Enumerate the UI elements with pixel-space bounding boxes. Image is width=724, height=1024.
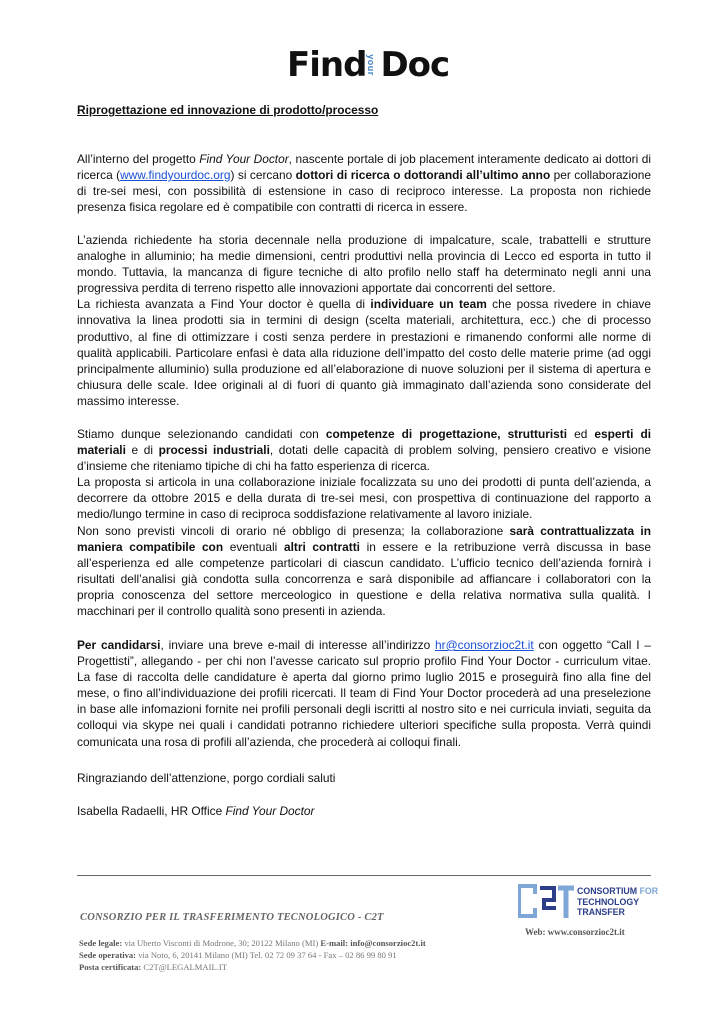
paragraph-apply: Per candidarsi, inviare una breve e-mail di interesse all’indirizzo hr@consorzioc2t.it con oggetto “Call I – Progettisti”, allegando - per chi non l’avesse caricato sul proprio profilo Find Your Doctor - curriculum vitae. La fase di raccolta delle candidature è aperta dal giorno primo luglio 2015 e proseguirà fino alla fine del mese, o fino all’individuazione dei profili ricercati. Il team di Find Your Doctor procederà ad una preselezione in base alle infomazioni fornite nei profili personali degli iscritti al nostro sito e nei curricula inviati, seguita da colloqui via skype nei quali i candidati potranno richiedere ulteriori specifiche sulla proposta. Verrà quindi comunicata una rosa di profili all’azienda, che procederà ai colloqui finali. [77, 638, 652, 749]
footer-divider [77, 875, 651, 876]
logo-doc: Doc [380, 45, 450, 85]
email-link[interactable]: hr@consorzioc2t.it [435, 638, 534, 652]
logo-find: Find [287, 45, 367, 85]
findyourdoc-link[interactable]: www.findyourdoc.org [120, 168, 231, 183]
signature: Isabella Radaelli, HR Office Find Your Doctor [77, 804, 315, 818]
footer-addresses: Sede legale: via Uberto Visconti di Modrone, 30; 20122 Milano (MI) E-mail: info@consorzioc2t.it Sede operativa: via Noto, 6, 20141 Milano (MI) Tel. 02 72 09 37 64 - Fax – 02 86 99 80 91 Posta certificata: C2T@LEGALMAIL.IT [79, 938, 426, 972]
document-title: Riprogettazione ed innovazione di prodotto/processo [77, 103, 379, 117]
consortium-name: CONSORZIO PER IL TRASFERIMENTO TECNOLOGICO - C2T [80, 912, 384, 923]
findyourdoc-logo [287, 44, 449, 84]
c2t-logo-text: CONSORTIUM FOR TECHNOLOGY TRANSFER [577, 886, 659, 917]
logo-your: your [366, 54, 377, 76]
c2t-logo-mark [518, 884, 576, 922]
paragraph-company: L’azienda richiedente ha storia decennale nella produzione di impalcature, scale, trabattelli e strutture analoghe in alluminio; ha medie dimensioni, centri produttivi nella provincia di Lecco ed esporta in tutto il mondo. Tuttavia, la mancanza di figure tecniche di alto profilo nello staff ha determinato negli anni una progressiva perdita di terreno rispetto alle innovazioni apportate dai concorrenti del settore. La richiesta avanzata a Find Your doctor è quella di individuare un team che possa rivedere in chiave innovativa la linea prodotti sia in termini di design (scelta materiali, architettura, ecc.) che di processo produttivo, al fine di ottimizzare i costi senza perdere in prestazioni e rimanendo conformi alle norme di qualità applicabili. Particolare enfasi è data alla riduzione dell’impatto del costo delle materie prime (ad oggi principalmente alluminio) sulla produzione ed all’elaborazione di nuove soluzioni per il sistema di apertura e chiusura delle scale. Idee originali al di fuori di quanto già immaginato dall’azienda sono considerate del massimo interesse. [77, 233, 651, 408]
paragraph-intro: All’interno del progetto Find Your Doctor, nascente portale di job placement interamente dedicato ai dottori di ricerca (www.findyourdoc.org) si cercano dottori di ricerca o dottorandi all’ultimo anno per collaborazione di tre-sei mesi, con possibilità di estensione in caso di reciproco interesse. La proposta non richiede presenza fisica regolare ed è compatibile con contratti di ricerca in essere. [77, 152, 651, 215]
closing: Ringraziando dell’attenzione, porgo cordiali saluti [77, 771, 336, 785]
website-text: Web: www.consorzioc2t.it [525, 927, 625, 937]
paragraph-candidates: Stiamo dunque selezionando candidati con competenze di progettazione, strutturisti ed esperti di materiali e di processi industriali, dotati delle capacità di problem solving, pensiero creativo e visione d’insieme che riteniamo tipiche di chi ha fatto esperienza di ricerca. La proposta si articola in una collaborazione iniziale focalizzata su uno dei prodotti di punta dell’azienda, a decorrere da ottobre 2015 e della durata di tre-sei mesi, con prospettiva di continuazione del rapporto a medio/lungo termine in caso di reciproca soddisfazione relativamente al lavoro iniziale. Non sono previsti vincoli di orario né obbligo di presenza; la collaborazione sarà contrattualizzata in maniera compatibile con eventuali altri contratti in essere e la retribuzione verrà discussa in base all’esperienza ed alle competenze particolari di ciascun candidato. L’ufficio tecnico dell’azienda fornirà i risultati dell’analisi già condotta sulla concorrenza e sarà disponibile ad affiancare i collaboratori con la propria conoscenza del settore merceologico in questione e della relativa normativa sulla qualità. I macchinari per il controllo qualità sono presenti in azienda. [77, 427, 652, 619]
